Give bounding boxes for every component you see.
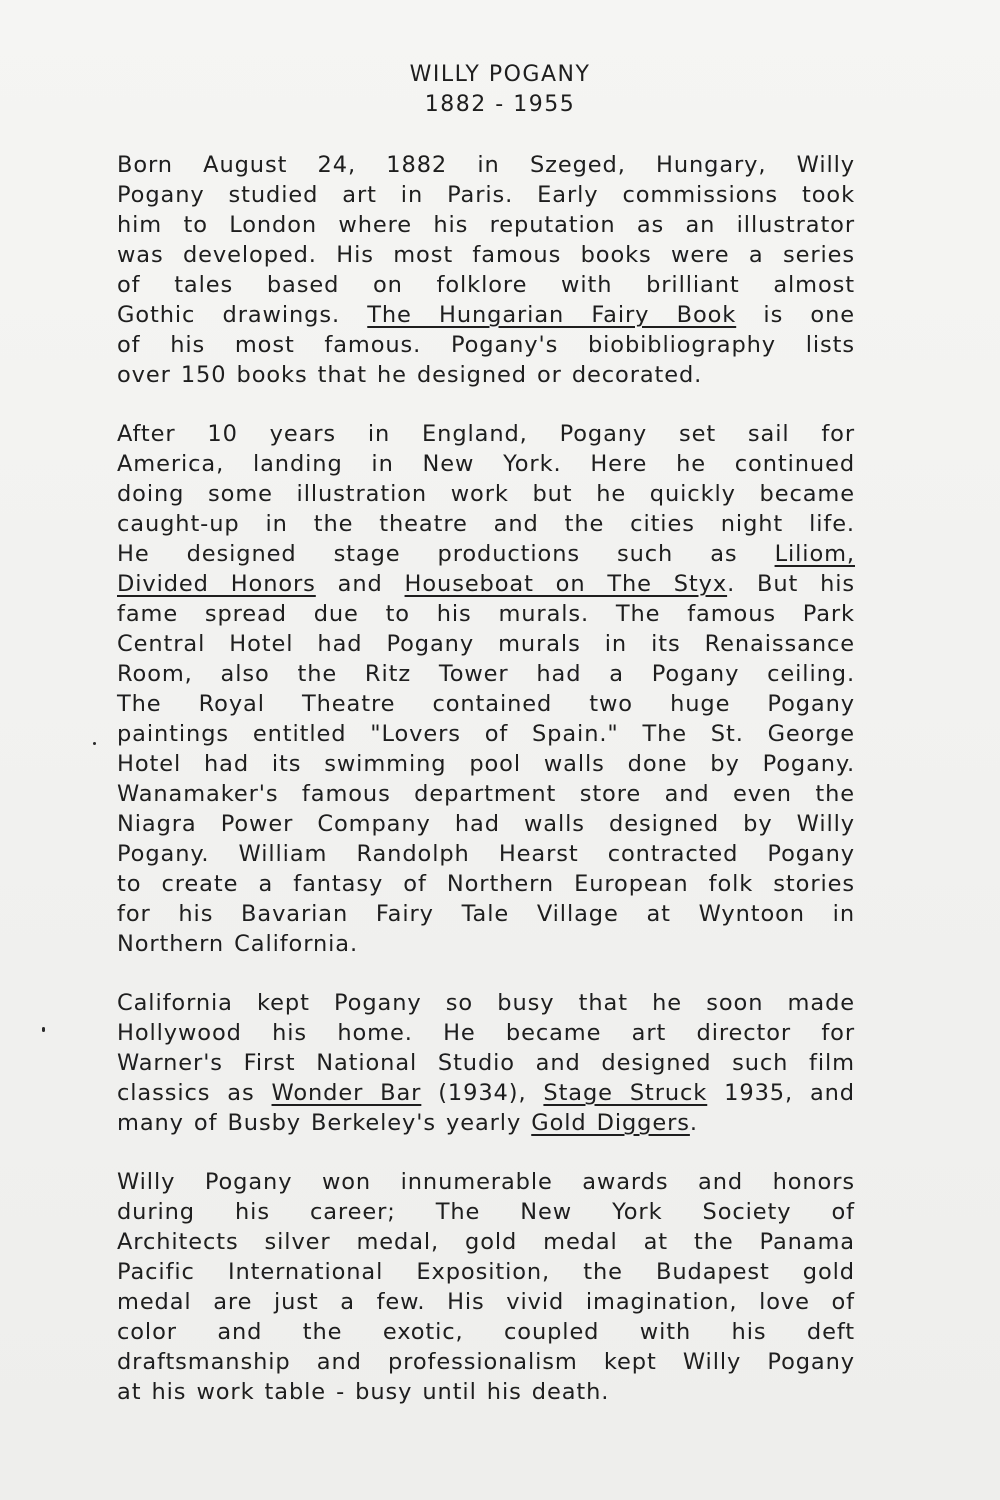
text-segment: California kept Pogany so busy that he soon made (117, 990, 855, 1016)
underlined-title: The Hungarian Fairy Book (367, 302, 737, 328)
text-line (117, 719, 855, 749)
text-line (117, 300, 855, 330)
text-segment: Niagra Power Company had walls designed by Willy (117, 811, 855, 837)
text-segment: medal are just a few. His vivid imagination, love of (117, 1289, 855, 1315)
underlined-title: Liliom, (774, 541, 855, 567)
text-line (117, 839, 855, 869)
paragraph (117, 419, 855, 959)
underlined-title: Wonder Bar (271, 1080, 422, 1106)
text-line (117, 1377, 855, 1407)
text-line (117, 1018, 855, 1048)
text-segment: . But his (727, 571, 856, 597)
paragraph (117, 150, 855, 390)
text-line (117, 988, 855, 1018)
text-line (117, 240, 855, 270)
text-segment: at his work table - busy until his death. (117, 1379, 610, 1405)
text-segment: After 10 years in England, Pogany set sail for (117, 421, 855, 447)
margin-mark (42, 1027, 45, 1032)
text-segment: Pogany. William Randolph Hearst contracted Pogany (117, 841, 855, 867)
text-segment: Architects silver medal, gold medal at the Panama (117, 1229, 855, 1255)
text-line (117, 330, 855, 360)
text-line (117, 599, 855, 629)
text-line (117, 210, 855, 240)
text-segment: to create a fantasy of Northern European folk stories (117, 871, 855, 897)
document-header (0, 60, 1000, 120)
underlined-title: Stage Struck (543, 1080, 708, 1106)
document-dates: 1882 - 1955 (424, 92, 576, 117)
text-segment: fame spread due to his murals. The famous Park (117, 601, 855, 627)
text-segment: Hotel had its swimming pool walls done by Pogany. (117, 751, 855, 777)
text-line (117, 360, 855, 390)
text-segment: Born August 24, 1882 in Szeged, Hungary, Willy (117, 152, 855, 178)
text-segment: color and the exotic, coupled with his deft (117, 1319, 855, 1345)
text-segment: over 150 books that he designed or decorated. (117, 362, 703, 388)
text-line (117, 270, 855, 300)
underlined-title: Houseboat on The Styx (404, 571, 728, 597)
text-line (117, 479, 855, 509)
text-line (117, 1108, 855, 1138)
text-segment: (1934), (421, 1080, 544, 1106)
text-line (117, 1167, 855, 1197)
margin-mark (93, 742, 96, 745)
text-segment: He designed stage productions such as (117, 541, 775, 567)
text-line (117, 449, 855, 479)
text-line (117, 689, 855, 719)
text-segment: Hollywood his home. He became art director for (117, 1020, 855, 1046)
text-segment: Pogany studied art in Paris. Early commissions took (117, 182, 855, 208)
document-title: WILLY POGANY (409, 62, 591, 87)
text-segment: during his career; The New York Society of (117, 1199, 855, 1225)
text-line (117, 509, 855, 539)
text-line (117, 150, 855, 180)
text-line (117, 929, 855, 959)
text-line (117, 419, 855, 449)
text-line (117, 809, 855, 839)
text-line (117, 779, 855, 809)
text-segment: Pacific International Exposition, the Budapest gold (117, 1259, 855, 1285)
text-segment: was developed. His most famous books were a series (117, 242, 855, 268)
text-segment: of his most famous. Pogany's biobibliography lists (117, 332, 855, 358)
text-segment: Northern California. (117, 931, 359, 957)
underlined-title: Divided Honors (117, 571, 316, 597)
text-line (117, 569, 855, 599)
text-segment: many of Busby Berkeley's yearly (117, 1110, 532, 1136)
text-line (117, 1347, 855, 1377)
underlined-title: Gold Diggers (531, 1110, 690, 1136)
text-segment: doing some illustration work but he quickly became (117, 481, 855, 507)
text-line (117, 539, 855, 569)
document-body (117, 150, 855, 1436)
text-segment: him to London where his reputation as an illustrator (117, 212, 855, 238)
text-line (117, 1048, 855, 1078)
text-segment: caught-up in the theatre and the cities night life. (117, 511, 855, 537)
text-segment: classics as (117, 1080, 272, 1106)
text-line (117, 629, 855, 659)
text-line (117, 1317, 855, 1347)
paragraph (117, 1167, 855, 1407)
text-segment: Willy Pogany won innumerable awards and honors (117, 1169, 855, 1195)
text-segment: paintings entitled "Lovers of Spain." The St. George (117, 721, 855, 747)
text-line (117, 749, 855, 779)
text-segment: America, landing in New York. Here he continued (117, 451, 855, 477)
text-segment: Central Hotel had Pogany murals in its Renaissance (117, 631, 855, 657)
text-segment: The Royal Theatre contained two huge Pogany (117, 691, 855, 717)
text-segment: and (315, 571, 405, 597)
text-segment: of tales based on folklore with brilliant almost (117, 272, 855, 298)
text-segment: . (689, 1110, 698, 1136)
text-segment: Gothic drawings. (117, 302, 368, 328)
paragraph (117, 988, 855, 1138)
text-segment: is one (736, 302, 855, 328)
text-line (117, 869, 855, 899)
text-line (117, 659, 855, 689)
text-segment: for his Bavarian Fairy Tale Village at Wyntoon in (117, 901, 855, 927)
text-segment: Wanamaker's famous department store and even the (117, 781, 855, 807)
text-segment: draftsmanship and professionalism kept Willy Pogany (117, 1349, 855, 1375)
text-segment: Room, also the Ritz Tower had a Pogany ceiling. (117, 661, 855, 687)
text-line (117, 1197, 855, 1227)
text-line (117, 180, 855, 210)
text-segment: Warner's First National Studio and designed such film (117, 1050, 855, 1076)
text-line (117, 1078, 855, 1108)
text-line (117, 899, 855, 929)
text-line (117, 1287, 855, 1317)
text-line (117, 1227, 855, 1257)
text-line (117, 1257, 855, 1287)
text-segment: 1935, and (707, 1080, 855, 1106)
